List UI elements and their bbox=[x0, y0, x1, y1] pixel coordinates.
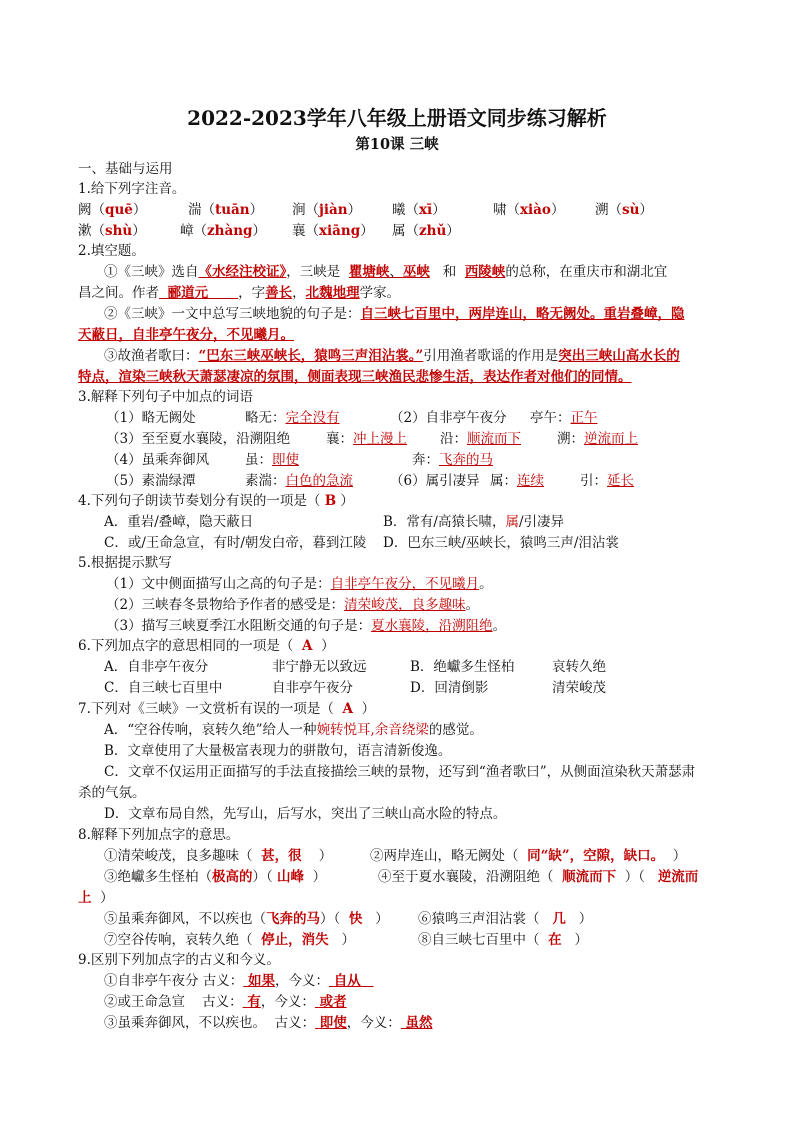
option-d-pair: 清荣峻茂 bbox=[552, 680, 606, 696]
q8-item: ⑧自三峡七百里中（ 在 ） bbox=[418, 932, 588, 948]
q3-label: 3.解释下列句子中加点的词语 bbox=[78, 389, 253, 405]
q3-item: 襄：冲上漫上 bbox=[326, 431, 407, 447]
q5-item: （2）三峡春冬景物给予作者的感受是：清荣峻茂，良多趣味。 bbox=[106, 597, 480, 613]
q6-label: 6.下列加点字的意思相同的一项是（ A ） bbox=[78, 638, 335, 654]
q8-item: ①清荣峻茂，良多趣味（ 甚，很 ） bbox=[104, 848, 333, 864]
q8-item: ③绝巘多生怪柏（极高的）（ 山峰 ） bbox=[104, 869, 327, 885]
q2-label: 2.填空题。 bbox=[78, 243, 145, 259]
q3-item: （6）属引凄异 bbox=[390, 473, 480, 489]
q2-c-text: ②《三峡》一文中总写三峡地貌的句子是：自三峡七百里中，两岸连山，略无阙处。重岩叠嶂，隐 bbox=[104, 306, 685, 322]
pinyin-item: 涧（jiàn） bbox=[292, 202, 362, 218]
option-c: C．文章不仅运用正面描写的手法直接描绘三峡的景物，还写到“渔者歌曰”，从侧面渲染秋天萧瑟肃 bbox=[104, 764, 696, 780]
lesson-subtitle: 第10课 三峡 bbox=[355, 136, 439, 153]
option-c: C．或/王命急宣，有时/朝发白帝，暮到江陵 bbox=[104, 535, 367, 551]
q3-item: 引：延长 bbox=[580, 473, 634, 489]
pinyin-item: 啸（xiào） bbox=[493, 202, 565, 218]
pinyin-item: 漱（shù） bbox=[78, 223, 146, 239]
option-a-pair: 非宁静无以致远 bbox=[272, 659, 367, 675]
q3-item: （5）素湍绿潭 bbox=[106, 473, 196, 489]
q3-item: 属：连续 bbox=[490, 473, 544, 489]
q9-label: 9.区别下列加点字的古义和今义。 bbox=[78, 952, 280, 968]
q3-item: 溯：逆流而上 bbox=[557, 431, 638, 447]
option-d: D．巴东三峡/巫峡长，猿鸣三声/泪沾裳 bbox=[383, 535, 619, 551]
option-b: B．常有/高猿长啸，属/引凄异 bbox=[383, 514, 565, 530]
pinyin-item: 阙（quē） bbox=[78, 202, 147, 218]
q3-item: 虽：即使 bbox=[245, 452, 299, 468]
section-heading: 一、基础与运用 bbox=[78, 161, 173, 177]
q2-c-answer-cont: 天蔽日，自非亭午夜分，不见曦月。 bbox=[78, 327, 294, 343]
q3-item: 沿：顺流而下 bbox=[440, 431, 521, 447]
q5-label: 5.根据提示默写 bbox=[78, 555, 172, 571]
q2-d-text: ③故渔者歌曰：“巴东三峡巫峡长，猿鸣三声泪沾裳。”引用渔者歌谣的作用是突出三峡山高水长的 bbox=[104, 348, 680, 364]
option-b: B．文章使用了大量极富表现力的骈散句，语言清新俊逸。 bbox=[104, 743, 452, 759]
option-d: D．回清倒影 bbox=[410, 680, 489, 696]
pinyin-item: 曦（xī） bbox=[392, 202, 446, 218]
q3-item: （3）至至夏水襄陵，沿溯阻绝 bbox=[106, 431, 291, 447]
q8-item: ⑤虽乘奔御风，不以疾也（飞奔的马）（ 快 ） bbox=[104, 911, 389, 927]
q3-item: （4）虽乘奔御风 bbox=[106, 452, 210, 468]
q2-d-answer-cont: 特点，渲染三峡秋天萧瑟凄凉的氛围，侧面表现三峡渔民悲惨生活，表达作者对他们的同情。 bbox=[78, 369, 632, 385]
q3-item: （2）自非亭午夜分 bbox=[390, 410, 507, 426]
q8-label: 8.解释下列加点字的意思。 bbox=[78, 827, 240, 843]
q9-item: ②或王命急宣 古义： 有，今义： 或者 bbox=[104, 994, 347, 1010]
option-a: A．自非亭午夜分 bbox=[104, 659, 209, 675]
q4-label: 4.下列句子朗读节奏划分有误的一项是（ B ） bbox=[78, 493, 354, 509]
option-c-cont: 杀的气氛。 bbox=[78, 785, 146, 801]
q3-item: 素湍：白色的急流 bbox=[245, 473, 353, 489]
q9-item: ①自非亭午夜分 古义： 如果，今义： 自从 bbox=[104, 973, 361, 989]
q2-b-text: 昌之间。作者 郦道元 ，字善长，北魏地理学家。 bbox=[78, 285, 401, 301]
q3-item: （1）略无阙处 bbox=[106, 410, 196, 426]
q7-label: 7.下列对《三峡》一文赏析有误的一项是（ A ） bbox=[78, 701, 376, 717]
q5-item: （1）文中侧面描写山之高的句子是：自非亭午夜分，不见曦月。 bbox=[106, 576, 493, 592]
q8-item-cont: 上 ） bbox=[78, 890, 114, 906]
option-a: A．重岩/叠嶂，隐天蔽日 bbox=[104, 514, 254, 530]
option-a: A．“空谷传响，哀转久绝”给人一种婉转悦耳,余音绕梁的感觉。 bbox=[104, 722, 483, 738]
pinyin-item: 属（zhǔ） bbox=[392, 223, 460, 239]
q1-label: 1.给下列字注音。 bbox=[78, 181, 186, 197]
pinyin-item: 襄（xiāng） bbox=[292, 223, 374, 239]
option-b: B．绝巘多生怪柏 bbox=[410, 659, 515, 675]
pinyin-item: 溯（sù） bbox=[595, 202, 653, 218]
q8-item: ④至于夏水襄陵，沿溯阻绝（ 顺流而下 ）（ 逆流而 bbox=[378, 869, 699, 885]
q2-a-text: ①《三峡》选自《水经注校证》，三峡是 瞿塘峡、巫峡 和 西陵峡的总称，在重庆市和湖北宜 bbox=[104, 264, 668, 280]
pinyin-item: 湍（tuān） bbox=[188, 202, 264, 218]
option-c-pair: 自非亭午夜分 bbox=[272, 680, 353, 696]
q3-item: 亭午：正午 bbox=[530, 410, 598, 426]
pinyin-item: 嶂（zhàng） bbox=[180, 223, 266, 239]
q3-item: 奔：飞奔的马 bbox=[412, 452, 493, 468]
q8-item: ②两岸连山，略无阙处（ 同“缺”，空隙，缺口。 ） bbox=[370, 848, 687, 864]
option-d: D．文章布局自然，先写山，后写水，突出了三峡山高水险的特点。 bbox=[104, 806, 507, 822]
q8-item: ⑥猿鸣三声泪沾裳（ 几 ） bbox=[418, 911, 593, 927]
q8-item: ⑦空谷传响，哀转久绝（ 停止，消失 ） bbox=[104, 932, 355, 948]
option-b-pair: 哀转久绝 bbox=[552, 659, 606, 675]
q3-item: 略无：完全没有 bbox=[245, 410, 340, 426]
page-title: 2022-2023学年八年级上册语文同步练习解析 bbox=[187, 106, 607, 130]
q9-item: ③虽乘奔御风，不以疾也。 古义： 即使，今义： 虽然 bbox=[104, 1015, 433, 1031]
q5-item: （3）描写三峡夏季江水阻断交通的句子是：夏水襄陵，沿溯阻绝。 bbox=[106, 618, 507, 634]
option-c: C．自三峡七百里中 bbox=[104, 680, 223, 696]
